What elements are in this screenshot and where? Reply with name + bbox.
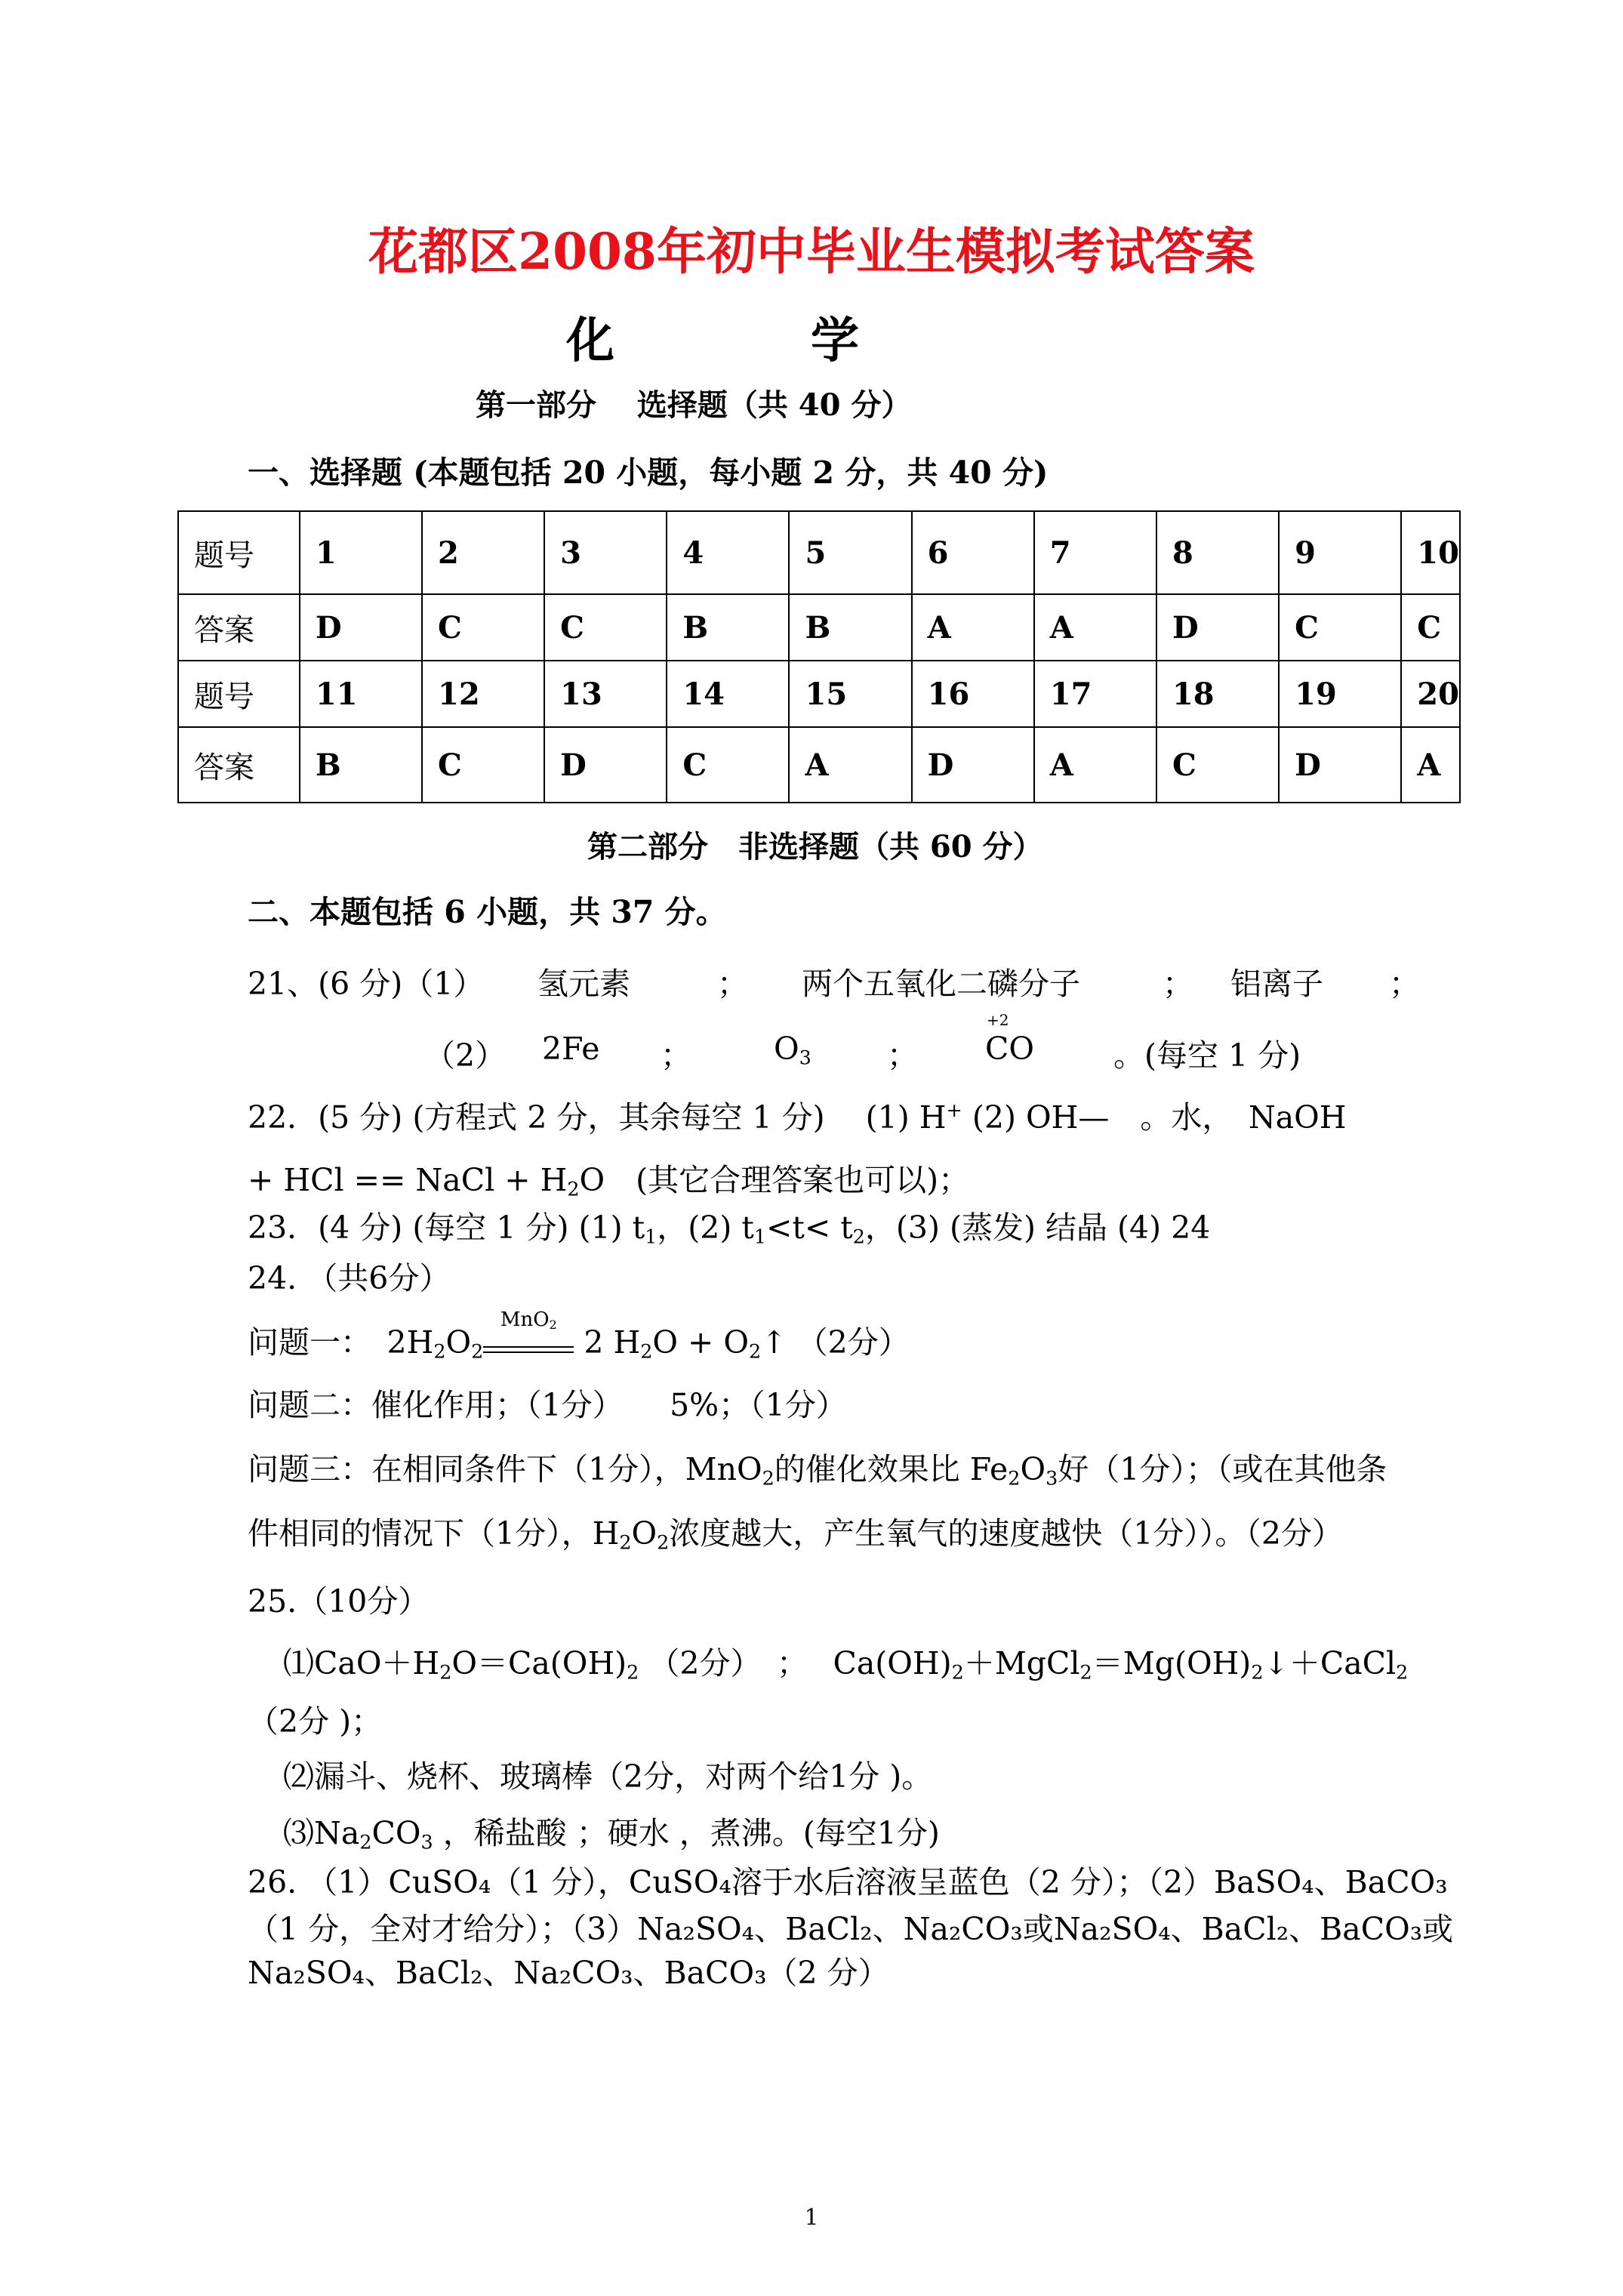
q21-sep: ； — [717, 966, 748, 1002]
table-cell: C — [1156, 727, 1279, 803]
q21-part2-label: （2） — [424, 1037, 507, 1074]
catalyst-arrow: MnO$_2$ — [483, 1325, 574, 1353]
q25-line-4: $⑶Na_2CO_3$ ，稀盐酸 ；硬水 ，煮沸。(每空1分) — [283, 1815, 940, 1854]
table-cell: 7 — [1034, 511, 1156, 594]
table-row — [178, 511, 1460, 594]
table-cell: C — [544, 594, 667, 661]
q24-problem-3-cont: 件相同的情况下（1分），$H_2O_2$浓度越大，产生氧气的速度越快（1分））。（2分） — [248, 1515, 1343, 1554]
subject-char-1: 化 — [566, 313, 614, 369]
q21-answer-4: 2Fe — [542, 1031, 600, 1067]
table-cell: D — [300, 594, 422, 661]
table-cell: 8 — [1156, 511, 1279, 594]
q21-answer-6: +2 CO — [985, 1011, 1034, 1067]
answer-table — [177, 510, 1461, 803]
q21-label: 21、(6 分)（1） — [248, 966, 485, 1002]
table-cell: B — [300, 727, 422, 803]
q25-line-2: （2分 )； — [248, 1703, 383, 1740]
q25-line-3: ⑵漏斗、烧杯、玻璃棒（2分，对两个给1分 )。 — [283, 1758, 933, 1795]
q23-line: 23．(4 分) (每空 1 分) (1) $t_1$，(2) $t_1<t< t_2$，(3) (蒸发) 结晶 (4) 24 — [248, 1210, 1211, 1248]
table-cell: 12 — [422, 661, 544, 727]
table-cell: D — [1279, 727, 1401, 803]
table-cell: 17 — [1034, 661, 1156, 727]
table-cell: A — [1401, 727, 1460, 803]
q21-sep: ； — [887, 1037, 918, 1074]
table-cell: A — [789, 727, 911, 803]
part2-heading: 第二部分 非选择题（共 60 分） — [587, 829, 1043, 864]
subject-char-2: 学 — [811, 313, 859, 369]
q21-answer-3: 铝离子 — [1230, 966, 1323, 1002]
table-row — [178, 661, 1460, 727]
table-cell: C — [422, 727, 544, 803]
table-cell: 题号 — [178, 661, 300, 727]
table-cell: 答案 — [178, 594, 300, 661]
q21-answer-1: 氢元素 — [537, 966, 630, 1002]
table-cell: C — [422, 594, 544, 661]
table-cell: D — [912, 727, 1034, 803]
table-cell: 18 — [1156, 661, 1279, 727]
q24-problem-1: 问题一： $2H_2O_2$ MnO$_2$ 2 $H_2O$ + $O_2↑$ （2分） — [248, 1308, 910, 1363]
oxidation-state: +2 — [987, 1011, 1009, 1029]
table-row — [178, 727, 1460, 803]
q26-line-2: （1 分，全对才给分）；（3）Na₂SO₄、BaCl₂、Na₂CO₃或Na₂SO₄、BaCl₂、BaCO₃或 — [248, 1911, 1454, 1947]
table-cell: 9 — [1279, 511, 1401, 594]
page-title: 花都区2008年初中毕业生模拟考试答案 — [368, 222, 1255, 281]
table-cell: A — [1034, 727, 1156, 803]
q22-line-1: 22．(5 分) (方程式 2 分，其余每空 1 分) (1) H+ (2) OH— 。水， NaOH — [248, 1098, 1347, 1136]
table-cell: 3 — [544, 511, 667, 594]
part2-instruction: 二、本题包括 6 小题，共 37 分。 — [248, 894, 727, 930]
table-cell: D — [544, 727, 667, 803]
table-cell: 11 — [300, 661, 422, 727]
table-cell: C — [1401, 594, 1460, 661]
table-cell: 14 — [667, 661, 789, 727]
part1-heading: 第一部分 选择题（共 40 分） — [476, 387, 912, 423]
table-cell: 6 — [912, 511, 1034, 594]
page-number: 1 — [804, 2205, 819, 2231]
table-cell: 5 — [789, 511, 911, 594]
q25-line-1: $⑴CaO+H_2O=Ca(OH)_2$ （2分） ； $Ca(OH)_2+MgCl_2=Mg(OH)_2↓+CaCl_2$ — [283, 1645, 1409, 1684]
table-cell: 16 — [912, 661, 1034, 727]
q24-problem-2: 问题二：催化作用；（1分） 5%；（1分） — [248, 1387, 847, 1423]
q26-line-3: Na₂SO₄、BaCl₂、Na₂CO₃、BaCO₃（2 分） — [248, 1955, 889, 1991]
part1-instruction: 一、选择题 (本题包括 20 小题，每小题 2 分，共 40 分) — [248, 455, 1049, 491]
table-cell: 15 — [789, 661, 911, 727]
table-cell: B — [789, 594, 911, 661]
table-cell: 2 — [422, 511, 544, 594]
table-cell: 19 — [1279, 661, 1401, 727]
table-cell: 题号 — [178, 511, 300, 594]
table-cell: D — [1156, 594, 1279, 661]
q22-line-2: + HCl == NaCl + $H_2O$ (其它合理答案也可以)； — [248, 1162, 970, 1200]
q24-problem-3: 问题三：在相同条件下（1分），MnO$_2$的催化效果比 $Fe_2O_3$好（1分）；（或在其他条 — [248, 1451, 1387, 1490]
table-cell: 答案 — [178, 727, 300, 803]
table-cell: 20 — [1401, 661, 1460, 727]
table-cell: 1 — [300, 511, 422, 594]
q25-head: 25.（10分） — [248, 1583, 430, 1620]
q21-answer-2: 两个五氧化二磷分子 — [802, 966, 1080, 1002]
q26-line-1: 26. （1）CuSO₄（1 分），CuSO₄溶于水后溶液呈蓝色（2 分）；（2）BaSO₄、BaCO₃ — [248, 1864, 1448, 1900]
subject-heading — [566, 302, 859, 371]
q21-note: 。(每空 1 分) — [1113, 1037, 1301, 1074]
table-cell: A — [912, 594, 1034, 661]
q21-sep: ； — [1163, 966, 1193, 1002]
table-cell: C — [667, 727, 789, 803]
table-row — [178, 594, 1460, 661]
q21-sep: ； — [661, 1037, 691, 1074]
table-cell: 4 — [667, 511, 789, 594]
q21-answer-5: $O_3$ — [774, 1031, 812, 1069]
table-cell: 13 — [544, 661, 667, 727]
table-cell: B — [667, 594, 789, 661]
table-cell: C — [1279, 594, 1401, 661]
table-cell: A — [1034, 594, 1156, 661]
q24-head: 24. （共6分） — [248, 1260, 451, 1296]
q21-sep: ； — [1389, 966, 1420, 1002]
table-cell: 10 — [1401, 511, 1460, 594]
